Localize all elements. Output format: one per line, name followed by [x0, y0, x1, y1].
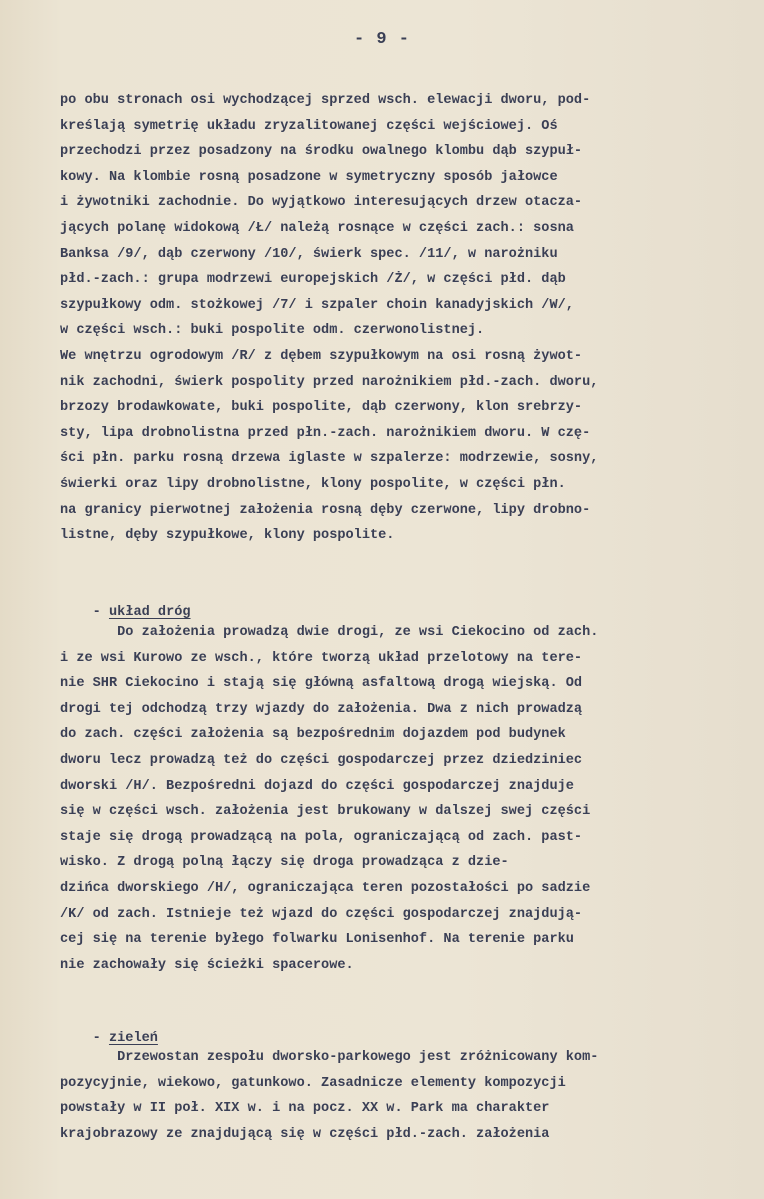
paragraph-block-1 — [60, 88, 764, 549]
text-line: wisko. Z drogą polną łączy się droga prowadząca z dzie- — [60, 855, 509, 871]
heading-label: układ dróg — [108, 605, 191, 620]
text-line: staje się drogą prowadzącą na pola, ograniczającą od zach. past- — [60, 829, 583, 845]
text-line: krajobrazowy ze znajdującą się w części płd.-zach. założenia — [60, 1126, 550, 1142]
text-line: nie zachowały się ścieżki spacerowe. — [60, 957, 354, 973]
text-line: Do założenia prowadzą dwie drogi, ze wsi Ciekocino od zach. — [60, 625, 599, 640]
text-line: We wnętrzu ogrodowym /R/ z dębem szypułkowym na osi rosną żywot- — [60, 348, 583, 364]
text-line: /K/ od zach. Istnieje też wjazd do części gospodarczej znajdują- — [60, 906, 583, 922]
paragraph-block-2 — [60, 620, 764, 978]
text-line: jących polanę widokową /Ł/ należą rosnące w części zach.: sosna — [60, 220, 574, 236]
text-line: brzozy brodawkowate, buki pospolite, dąb czerwony, klon srebrzy- — [60, 400, 583, 416]
text-line: szypułkowy odm. stożkowej /7/ i szpaler choin kanadyjskich /W/, — [60, 297, 574, 313]
text-line: przechodzi przez posadzony na środku owalnego klombu dąb szypuł- — [60, 144, 583, 160]
text-line: pozycyjnie, wiekowo, gatunkowo. Zasadnicze elementy kompozycji — [60, 1075, 566, 1091]
text-line: dworu lecz prowadzą też do części gospodarczej przez dziedziniec — [60, 752, 583, 768]
text-line: nie SHR Ciekocino i stają się główną asfaltową drogą wiejską. Od — [60, 676, 583, 692]
text-line: i ze wsi Kurowo ze wsch., które tworzą układ przelotowy na tere- — [60, 650, 583, 666]
text-line: świerki oraz lipy drobnolistne, klony pospolite, w części płn. — [60, 476, 566, 492]
text-line: drogi tej odchodzą trzy wjazdy do założenia. Dwa z nich prowadzą — [60, 701, 583, 717]
text-line: powstały w II poł. XIX w. i na pocz. XX w. Park ma charakter — [60, 1101, 550, 1117]
text-line: listne, dęby szypułkowe, klony pospolite. — [60, 528, 395, 544]
text-line: sty, lipa drobnolistna przed płn.-zach. narożnikiem dworu. W czę- — [60, 425, 591, 441]
text-line: do zach. części założenia są bezpośrednim dojazdem pod budynek — [60, 727, 566, 743]
page-number: - 9 - — [353, 30, 410, 49]
text-line: płd.-zach.: grupa modrzewi europejskich /Ż/, w części płd. dąb — [60, 272, 566, 288]
text-line: nik zachodni, świerk pospolity przed narożnikiem płd.-zach. dworu, — [60, 374, 599, 390]
text-line: dzińca dworskiego /H/, ograniczająca teren pozostałości po sadzie — [60, 880, 591, 896]
text-line: ści płn. parku rosną drzewa iglaste w szpalerze: modrzewie, sosny, — [60, 451, 599, 467]
text-line: Drzewostan zespołu dworsko-parkowego jest zróżnicowany kom- — [60, 1050, 599, 1065]
text-line: i żywotniki zachodnie. Do wyjątkowo interesujących drzew otacza- — [60, 195, 583, 211]
text-line: się w części wsch. założenia jest brukowany w dalszej swej części — [60, 804, 591, 820]
text-line: kreślają symetrię układu zryzalitowanej części wejściowej. Oś — [60, 118, 558, 134]
text-line: Banksa /9/, dąb czerwony /10/, świerk spec. /11/, w narożniku — [60, 246, 558, 262]
text-line: cej się na terenie byłego folwarku Lonisenhof. Na terenie parku — [60, 932, 574, 948]
text-line: dworski /H/. Bezpośredni dojazd do części gospodarczej znajduje — [60, 778, 574, 794]
text-line: na granicy pierwotnej założenia rosną dęby czerwone, lipy drobno- — [60, 502, 591, 518]
text-line: w części wsch.: buki pospolite odm. czerwonolistnej. — [60, 323, 485, 339]
text-line: kowy. Na klombie rosną posadzone w symetryczny sposób jałowce — [60, 169, 558, 185]
paragraph-block-3 — [60, 1045, 764, 1147]
heading-dash: - — [92, 605, 109, 620]
heading-label: zieleń — [108, 1031, 158, 1046]
heading-dash: - — [92, 1031, 109, 1046]
text-line: po obu stronach osi wychodzącej sprzed wsch. elewacji dworu, pod- — [60, 93, 591, 108]
